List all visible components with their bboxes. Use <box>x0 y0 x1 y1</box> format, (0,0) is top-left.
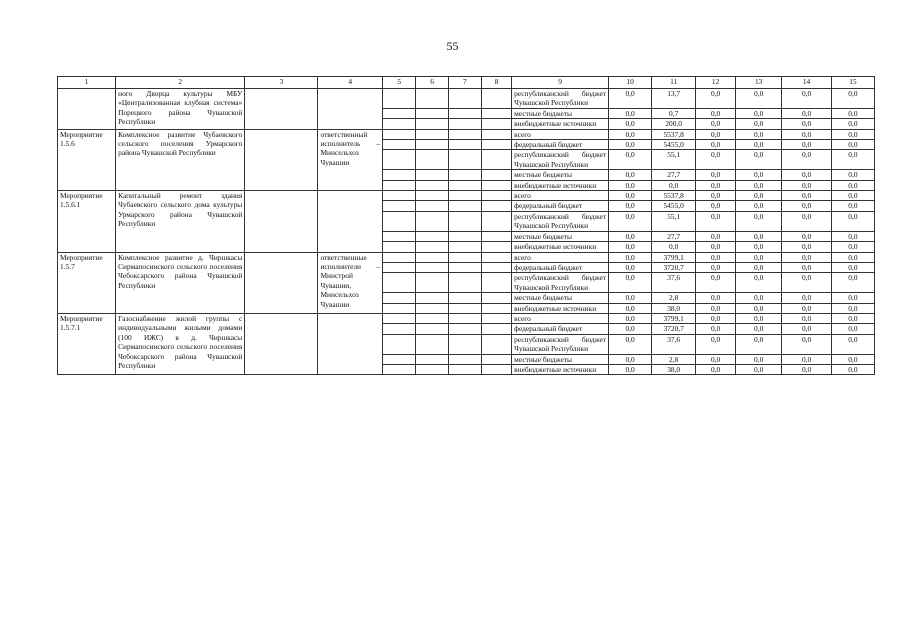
empty-cell <box>416 262 448 272</box>
empty-cell <box>245 313 318 374</box>
empty-cell <box>416 324 448 334</box>
value-v10: 0,0 <box>609 180 652 190</box>
value-v10: 0,0 <box>609 334 652 354</box>
empty-cell <box>448 354 481 364</box>
empty-cell <box>416 89 448 109</box>
executor: ответственный исполнитель – Минсельхоз Чувашии <box>318 129 383 190</box>
empty-cell <box>383 119 416 129</box>
header-row <box>58 77 875 89</box>
value-v11: 2,8 <box>652 354 696 364</box>
funding-source: федеральный бюджет <box>512 140 609 150</box>
empty-cell <box>448 150 481 170</box>
empty-cell <box>448 89 481 109</box>
page-number: 55 <box>446 39 459 53</box>
value-v10: 0,0 <box>609 354 652 364</box>
empty-cell <box>383 89 416 109</box>
empty-cell <box>482 191 512 201</box>
empty-cell <box>482 364 512 374</box>
value-v13: 0,0 <box>736 313 782 323</box>
empty-cell <box>448 180 481 190</box>
empty-cell <box>383 273 416 293</box>
value-v11: 0,7 <box>652 108 696 118</box>
table-row <box>58 252 875 262</box>
empty-cell <box>448 119 481 129</box>
header-col-8: 8 <box>482 77 512 89</box>
measure-name: Комплексное развитие Чубаевского сельского поселения Урмарского района Чувашской Республики <box>116 129 245 190</box>
value-v15: 0,0 <box>831 354 874 364</box>
value-v10: 0,0 <box>609 201 652 211</box>
value-v12: 0,0 <box>696 201 736 211</box>
value-v11: 55,1 <box>652 211 696 231</box>
value-v15: 0,0 <box>831 119 874 129</box>
value-v14: 0,0 <box>782 140 832 150</box>
table-row <box>58 313 875 323</box>
value-v12: 0,0 <box>696 191 736 201</box>
funding-source: внебюджетные источники <box>512 303 609 313</box>
empty-cell <box>448 211 481 231</box>
value-v12: 0,0 <box>696 89 736 109</box>
value-v14: 0,0 <box>782 252 832 262</box>
value-v13: 0,0 <box>736 191 782 201</box>
value-v13: 0,0 <box>736 293 782 303</box>
executor <box>318 313 383 374</box>
value-v13: 0,0 <box>736 231 782 241</box>
empty-cell <box>448 129 481 139</box>
empty-cell <box>448 334 481 354</box>
value-v12: 0,0 <box>696 324 736 334</box>
value-v15: 0,0 <box>831 324 874 334</box>
empty-cell <box>245 89 318 130</box>
empty-cell <box>482 242 512 252</box>
empty-cell <box>416 354 448 364</box>
header-col-3: 3 <box>245 77 318 89</box>
value-v15: 0,0 <box>831 273 874 293</box>
value-v13: 0,0 <box>736 129 782 139</box>
empty-cell <box>448 191 481 201</box>
empty-cell <box>482 201 512 211</box>
empty-cell <box>482 324 512 334</box>
value-v10: 0,0 <box>609 89 652 109</box>
empty-cell <box>416 334 448 354</box>
value-v13: 0,0 <box>736 252 782 262</box>
funding-source: республиканский бюджет Чувашской Республики <box>512 211 609 231</box>
empty-cell <box>416 211 448 231</box>
empty-cell <box>416 252 448 262</box>
value-v15: 0,0 <box>831 252 874 262</box>
empty-cell <box>416 180 448 190</box>
value-v15: 0,0 <box>831 211 874 231</box>
value-v15: 0,0 <box>831 293 874 303</box>
value-v13: 0,0 <box>736 150 782 170</box>
header-col-9: 9 <box>512 77 609 89</box>
funding-source: местные бюджеты <box>512 354 609 364</box>
value-v14: 0,0 <box>782 364 832 374</box>
value-v12: 0,0 <box>696 303 736 313</box>
value-v11: 5455,0 <box>652 201 696 211</box>
value-v12: 0,0 <box>696 119 736 129</box>
header-col-10: 10 <box>609 77 652 89</box>
value-v10: 0,0 <box>609 364 652 374</box>
empty-cell <box>482 303 512 313</box>
empty-cell <box>416 140 448 150</box>
value-v14: 0,0 <box>782 89 832 109</box>
funding-source: федеральный бюджет <box>512 262 609 272</box>
header-col-11: 11 <box>652 77 696 89</box>
value-v15: 0,0 <box>831 303 874 313</box>
budget-table <box>57 76 875 375</box>
empty-cell <box>482 211 512 231</box>
value-v12: 0,0 <box>696 170 736 180</box>
table-body <box>58 77 875 375</box>
value-v10: 0,0 <box>609 191 652 201</box>
value-v14: 0,0 <box>782 211 832 231</box>
value-v11: 5537,8 <box>652 129 696 139</box>
value-v10: 0,0 <box>609 150 652 170</box>
empty-cell <box>245 252 318 313</box>
funding-source: внебюджетные источники <box>512 180 609 190</box>
header-col-6: 6 <box>416 77 448 89</box>
value-v12: 0,0 <box>696 129 736 139</box>
value-v12: 0,0 <box>696 242 736 252</box>
empty-cell <box>448 324 481 334</box>
funding-source: республиканский бюджет Чувашской Республики <box>512 334 609 354</box>
empty-cell <box>482 313 512 323</box>
measure-name: ного Дворца культуры МБУ «Централизованная клубная система» Порецкого района Чувашской Республики <box>116 89 245 130</box>
value-v11: 37,6 <box>652 334 696 354</box>
value-v14: 0,0 <box>782 273 832 293</box>
value-v11: 200,0 <box>652 119 696 129</box>
empty-cell <box>383 211 416 231</box>
executor <box>318 89 383 130</box>
empty-cell <box>416 303 448 313</box>
value-v14: 0,0 <box>782 293 832 303</box>
table-row <box>58 129 875 139</box>
value-v15: 0,0 <box>831 129 874 139</box>
empty-cell <box>416 191 448 201</box>
value-v13: 0,0 <box>736 242 782 252</box>
empty-cell <box>482 108 512 118</box>
value-v13: 0,0 <box>736 364 782 374</box>
empty-cell <box>448 262 481 272</box>
empty-cell <box>383 364 416 374</box>
empty-cell <box>383 231 416 241</box>
empty-cell <box>383 354 416 364</box>
empty-cell <box>383 293 416 303</box>
empty-cell <box>383 334 416 354</box>
funding-source: местные бюджеты <box>512 293 609 303</box>
empty-cell <box>448 303 481 313</box>
table-row <box>58 89 875 109</box>
empty-cell <box>448 293 481 303</box>
value-v14: 0,0 <box>782 119 832 129</box>
value-v10: 0,0 <box>609 303 652 313</box>
funding-source: внебюджетные источники <box>512 119 609 129</box>
value-v15: 0,0 <box>831 170 874 180</box>
value-v13: 0,0 <box>736 334 782 354</box>
empty-cell <box>383 191 416 201</box>
value-v12: 0,0 <box>696 211 736 231</box>
header-col-5: 5 <box>383 77 416 89</box>
empty-cell <box>383 252 416 262</box>
value-v15: 0,0 <box>831 180 874 190</box>
value-v12: 0,0 <box>696 273 736 293</box>
value-v10: 0,0 <box>609 170 652 180</box>
value-v14: 0,0 <box>782 262 832 272</box>
value-v13: 0,0 <box>736 273 782 293</box>
value-v13: 0,0 <box>736 303 782 313</box>
value-v14: 0,0 <box>782 150 832 170</box>
measure-code <box>58 89 116 130</box>
funding-source: всего <box>512 252 609 262</box>
empty-cell <box>383 262 416 272</box>
funding-source: всего <box>512 129 609 139</box>
empty-cell <box>416 170 448 180</box>
empty-cell <box>482 293 512 303</box>
value-v13: 0,0 <box>736 211 782 231</box>
value-v10: 0,0 <box>609 252 652 262</box>
value-v11: 27,7 <box>652 231 696 241</box>
empty-cell <box>416 364 448 374</box>
value-v14: 0,0 <box>782 201 832 211</box>
empty-cell <box>416 313 448 323</box>
empty-cell <box>383 170 416 180</box>
empty-cell <box>482 170 512 180</box>
empty-cell <box>482 180 512 190</box>
header-col-14: 14 <box>782 77 832 89</box>
header-col-2: 2 <box>116 77 245 89</box>
value-v10: 0,0 <box>609 313 652 323</box>
funding-source: федеральный бюджет <box>512 201 609 211</box>
value-v12: 0,0 <box>696 334 736 354</box>
value-v15: 0,0 <box>831 89 874 109</box>
executor <box>318 191 383 252</box>
measure-name: Комплексное развитие д. Чиршкасы Сирмапосинского сельского поселения Чебоксарского района Чувашской Республики <box>116 252 245 313</box>
empty-cell <box>448 140 481 150</box>
value-v11: 55,1 <box>652 150 696 170</box>
empty-cell <box>482 262 512 272</box>
measure-code: Мероприятие 1.5.7 <box>58 252 116 313</box>
empty-cell <box>482 140 512 150</box>
empty-cell <box>383 313 416 323</box>
value-v12: 0,0 <box>696 313 736 323</box>
empty-cell <box>245 191 318 252</box>
value-v14: 0,0 <box>782 108 832 118</box>
empty-cell <box>383 180 416 190</box>
empty-cell <box>416 242 448 252</box>
funding-source: местные бюджеты <box>512 108 609 118</box>
header-col-7: 7 <box>448 77 481 89</box>
value-v10: 0,0 <box>609 140 652 150</box>
funding-source: республиканский бюджет Чувашской Республики <box>512 273 609 293</box>
empty-cell <box>416 108 448 118</box>
measure-code: Мероприятие 1.5.6.1 <box>58 191 116 252</box>
value-v11: 3720,7 <box>652 262 696 272</box>
value-v10: 0,0 <box>609 273 652 293</box>
empty-cell <box>482 89 512 109</box>
funding-source: всего <box>512 191 609 201</box>
value-v15: 0,0 <box>831 108 874 118</box>
header-col-1: 1 <box>58 77 116 89</box>
empty-cell <box>383 108 416 118</box>
empty-cell <box>245 129 318 190</box>
empty-cell <box>482 119 512 129</box>
empty-cell <box>482 273 512 293</box>
value-v11: 5455,0 <box>652 140 696 150</box>
empty-cell <box>383 140 416 150</box>
funding-source: республиканский бюджет Чувашской Республики <box>512 89 609 109</box>
empty-cell <box>416 273 448 293</box>
empty-cell <box>482 150 512 170</box>
value-v14: 0,0 <box>782 334 832 354</box>
value-v13: 0,0 <box>736 201 782 211</box>
value-v15: 0,0 <box>831 150 874 170</box>
value-v10: 0,0 <box>609 293 652 303</box>
empty-cell <box>482 129 512 139</box>
value-v12: 0,0 <box>696 354 736 364</box>
value-v15: 0,0 <box>831 313 874 323</box>
empty-cell <box>448 273 481 293</box>
value-v13: 0,0 <box>736 324 782 334</box>
empty-cell <box>416 119 448 129</box>
empty-cell <box>416 150 448 170</box>
value-v11: 3799,1 <box>652 313 696 323</box>
header-col-4: 4 <box>318 77 383 89</box>
value-v15: 0,0 <box>831 191 874 201</box>
empty-cell <box>448 364 481 374</box>
empty-cell <box>383 324 416 334</box>
value-v11: 3720,7 <box>652 324 696 334</box>
value-v11: 3799,1 <box>652 252 696 262</box>
funding-source: внебюджетные источники <box>512 242 609 252</box>
value-v10: 0,0 <box>609 108 652 118</box>
value-v13: 0,0 <box>736 108 782 118</box>
funding-source: федеральный бюджет <box>512 324 609 334</box>
value-v11: 38,0 <box>652 303 696 313</box>
empty-cell <box>448 108 481 118</box>
empty-cell <box>448 313 481 323</box>
value-v15: 0,0 <box>831 242 874 252</box>
value-v10: 0,0 <box>609 119 652 129</box>
empty-cell <box>383 201 416 211</box>
value-v12: 0,0 <box>696 180 736 190</box>
value-v13: 0,0 <box>736 89 782 109</box>
empty-cell <box>416 129 448 139</box>
value-v14: 0,0 <box>782 231 832 241</box>
value-v15: 0,0 <box>831 140 874 150</box>
funding-source: всего <box>512 313 609 323</box>
measure-name: Капитальный ремонт здания Чубаевского сельского дома культуры Урмарского района Чувашской Республики <box>116 191 245 252</box>
value-v13: 0,0 <box>736 170 782 180</box>
table-row <box>58 191 875 201</box>
value-v10: 0,0 <box>609 211 652 231</box>
empty-cell <box>416 293 448 303</box>
value-v14: 0,0 <box>782 303 832 313</box>
empty-cell <box>448 170 481 180</box>
executor: ответственные исполнители – Минстрой Чувашии, Минсельхоз Чувашии <box>318 252 383 313</box>
empty-cell <box>416 231 448 241</box>
empty-cell <box>448 201 481 211</box>
value-v12: 0,0 <box>696 364 736 374</box>
value-v12: 0,0 <box>696 231 736 241</box>
funding-source: республиканский бюджет Чувашской Республики <box>512 150 609 170</box>
value-v12: 0,0 <box>696 150 736 170</box>
value-v14: 0,0 <box>782 313 832 323</box>
empty-cell <box>383 303 416 313</box>
value-v14: 0,0 <box>782 324 832 334</box>
empty-cell <box>383 150 416 170</box>
value-v12: 0,0 <box>696 293 736 303</box>
value-v10: 0,0 <box>609 242 652 252</box>
empty-cell <box>448 231 481 241</box>
value-v12: 0,0 <box>696 252 736 262</box>
empty-cell <box>416 201 448 211</box>
value-v13: 0,0 <box>736 354 782 364</box>
empty-cell <box>448 252 481 262</box>
value-v10: 0,0 <box>609 262 652 272</box>
empty-cell <box>383 129 416 139</box>
funding-source: местные бюджеты <box>512 170 609 180</box>
value-v12: 0,0 <box>696 108 736 118</box>
header-col-12: 12 <box>696 77 736 89</box>
value-v14: 0,0 <box>782 170 832 180</box>
value-v14: 0,0 <box>782 180 832 190</box>
value-v13: 0,0 <box>736 119 782 129</box>
value-v14: 0,0 <box>782 129 832 139</box>
value-v14: 0,0 <box>782 354 832 364</box>
empty-cell <box>482 334 512 354</box>
value-v11: 27,7 <box>652 170 696 180</box>
value-v14: 0,0 <box>782 191 832 201</box>
value-v12: 0,0 <box>696 140 736 150</box>
value-v11: 37,6 <box>652 273 696 293</box>
value-v13: 0,0 <box>736 262 782 272</box>
value-v10: 0,0 <box>609 129 652 139</box>
value-v15: 0,0 <box>831 364 874 374</box>
empty-cell <box>482 231 512 241</box>
funding-source: внебюджетные источники <box>512 364 609 374</box>
value-v11: 0,0 <box>652 242 696 252</box>
empty-cell <box>482 354 512 364</box>
measure-name: Газоснабжение жилой группы с индивидуальными жилыми домами (100 ИЖС) в д. Чиршкасы Сирмапосинского сельского поселения Чебоксарского района Чувашской Республики <box>116 313 245 374</box>
value-v15: 0,0 <box>831 231 874 241</box>
value-v11: 0,0 <box>652 180 696 190</box>
value-v11: 2,8 <box>652 293 696 303</box>
value-v11: 13,7 <box>652 89 696 109</box>
value-v15: 0,0 <box>831 201 874 211</box>
value-v14: 0,0 <box>782 242 832 252</box>
value-v10: 0,0 <box>609 231 652 241</box>
empty-cell <box>482 252 512 262</box>
measure-code: Мероприятие 1.5.6 <box>58 129 116 190</box>
value-v15: 0,0 <box>831 262 874 272</box>
value-v11: 5537,8 <box>652 191 696 201</box>
funding-source: местные бюджеты <box>512 231 609 241</box>
value-v13: 0,0 <box>736 140 782 150</box>
header-col-15: 15 <box>831 77 874 89</box>
empty-cell <box>448 242 481 252</box>
measure-code: Мероприятие 1.5.7.1 <box>58 313 116 374</box>
value-v12: 0,0 <box>696 262 736 272</box>
header-col-13: 13 <box>736 77 782 89</box>
value-v10: 0,0 <box>609 324 652 334</box>
value-v11: 38,0 <box>652 364 696 374</box>
empty-cell <box>383 242 416 252</box>
value-v15: 0,0 <box>831 334 874 354</box>
value-v13: 0,0 <box>736 180 782 190</box>
